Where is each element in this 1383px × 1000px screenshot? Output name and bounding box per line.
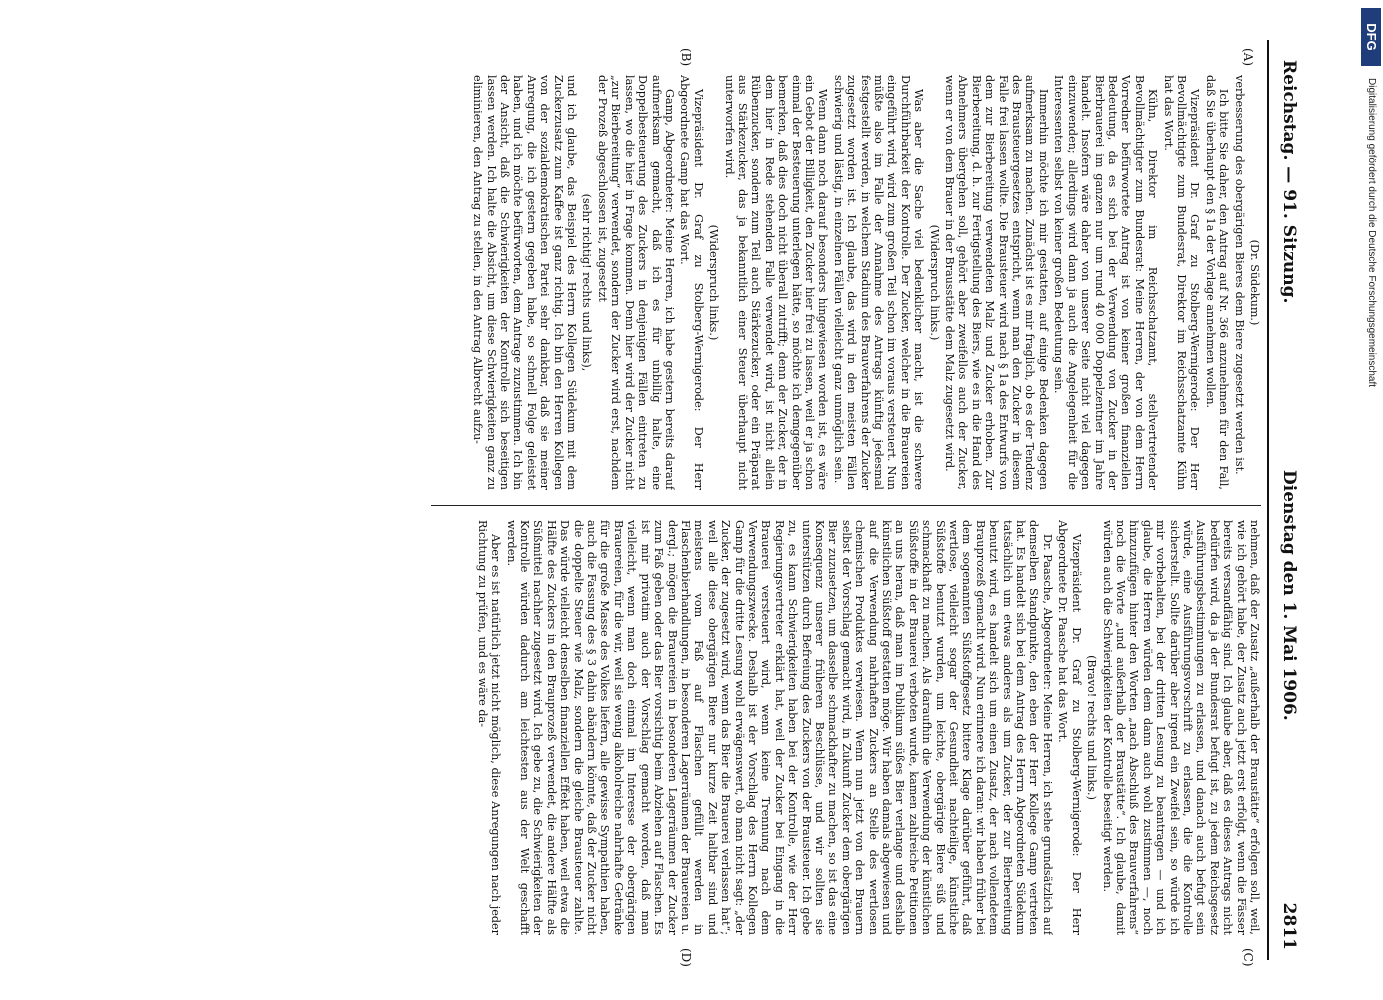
dfg-credit: Digitalisierung gefördert durch die Deutsche Forschungsgemeinschaft bbox=[1366, 78, 1377, 388]
paragraph: verbesserung des obergärigen Bieres dem Biere zugesetzt werden ist. bbox=[1232, 75, 1246, 475]
speech-paragraph: Kühn, Direktor im Reichsschatzamt, stellvertretender Bevollmächtigter zum Bundesrat: Meine Herren, der von dem Herrn Vorredner befürwortete Antrag ist von keiner großen finanziellen Bedeutung, da es sich bei der Verwendung von Zucker in der Bierbrauerei im ganzen nur um rund 40 000 Doppelzentner im Jahre handelt. Insofern wäre daher von unserer Seite nicht viel dagegen einzuwenden; allerdings wird dann ja auch die Angelegenheit für die Interessenten selbst von keiner großen Bedeutung sein. bbox=[1052, 75, 1160, 490]
interjection: (Widerspruch links.) bbox=[927, 224, 941, 341]
chair-announcement: Vizepräsident Dr. Graf zu Stolberg-Wernigerode: Der Herr Bevollmächtigte zum Bundesrat, Direktor im Reichsschatzamte Kühn hat das Wort. bbox=[1161, 75, 1202, 490]
speech-paragraph: und ich glaube, das Beispiel des Herrn Kollegen Südekum mit dem Zuckerzusatz zum Kaffee ist ganz richtig. Ich bin den Herren Kollegen von der sozialdemokratischen Partei sehr dankbar, daß sie meiner Anregung, die ich gestern gegeben habe, so schnell Folge geleistet haben, und ich möchte befürworten, dem Antrage zuzustimmen. Ich bin der Ansicht, daß die Schwierigkeiten der Kontrolle sich beseitigen lassen werden. Ich halte die Absicht, um diese Schwierigkeiten ganz zu eliminieren, den Antrag zu stellen, in den Antrag Albrecht aufzu- bbox=[471, 75, 579, 490]
header-session: Reichstag. — 91. Sitzung. bbox=[1279, 60, 1299, 304]
speech-paragraph: Wenn dann noch darauf besonders hingewiesen worden ist, es wäre ein Gebot der Billigkeit, den Zucker hier frei zu lassen, weil er ja schon einmal der Besteuerung unterlegen hätte, so möchte ich demgegenüber bemerken, daß dies doch nicht überall zutrifft; denn der Zucker, der in dem hier in Rede stehenden Falle verwendet wird, ist nicht allein Rübenzucker, sondern zum Teil auch Stärkezucker, oder ein Präparat aus Stärkezucker, das ja bekanntlich einer Steuer überhaupt nicht unterworfen wird. bbox=[722, 75, 830, 490]
page-header bbox=[1267, 40, 1305, 960]
margin-mark-b: (B) bbox=[679, 48, 693, 67]
page-number: 2811 bbox=[1279, 902, 1299, 950]
column-divider bbox=[431, 505, 1261, 506]
chair-announcement: Vizepräsident Dr. Graf zu Stolberg-Wernigerode: Der Herr Abgeordnete Dr. Paasche hat das Wort. bbox=[1056, 520, 1083, 935]
interjection: (sehr richtig! rechts und links), bbox=[580, 193, 594, 372]
margin-mark-a: (A) bbox=[1241, 48, 1255, 67]
margin-mark-d: (D) bbox=[679, 948, 693, 967]
speech-paragraph: Immerhin möchte ich mir gestatten, auf einige Bedenken dagegen aufmerksam zu machen. Zunächst ist es mir fraglich, ob es der Tendenz des Brausteuergesetzes entspricht, wenn man den Zucker in diesem Falle frei lassen wollte. Die Brausteuer wird nach § 1a des Entwurfs von dem zur Bierbereitung verwendeten Malz und Zucker erhoben. Zur Bierbereitung, d. h. zur Fertigstellung des Biers, wie es in die Hand des Abnehmers übergehen soll, gehört aber zweifellos auch der Zucker, wenn er von dem Brauer in der Brausstätte dem Malz zugesetzt wird. bbox=[943, 75, 1050, 490]
speech-paragraph: nehmen, daß der Zusatz „außerhalb der Braustätte“ erfolgen soll, weil, wie ich gehört habe, der Zusatz auch jetzt erst erfolgt, wenn die Fässer bereits versandfähig sind. Ich glaube aber, daß es dieses Antrags nicht bedürfen wird, da ja der Bundesrat befugt ist, zu jedem Reichsgesetz Ausführungsbestimmungen zu erlassen, und danach auch befugt sein würde, eine Ausführungsvorschrift zu erlassen, die die Kontrolle sicherstellt. Sollte darüber aber irgend ein Zweifel sein, so würde ich mir vorbehalten, bei der dritten Lesung zu beantragen — und ich glaube, die Herren würden dem dann auch wohl zustimmen —, noch hinzuzufügen hinter den Worten „nach Abschluß des Brauverfahrens“ noch die Worte „und außerhalb der Braustätte“. Ich glaube, damit würden auch die Schwierigkeiten der Kontrolle beseitigt werden. bbox=[1100, 520, 1261, 935]
credit-strip bbox=[1353, 0, 1383, 1000]
chair-announcement: Vizepräsident Dr. Graf zu Stolberg-Wernigerode: Der Herr Abgeordnete Gamp hat das Wort. bbox=[678, 75, 705, 490]
dfg-logo: DFG bbox=[1361, 8, 1381, 66]
paragraph: Ich bitte Sie daher, den Antrag auf Nr. 366 anzunehmen für den Fall, daß Sie überhaupt den § 1a der Vorlage annehmen wollen. bbox=[1203, 75, 1231, 490]
left-column bbox=[431, 75, 1261, 490]
speaker-note: (Dr. Südekum.) bbox=[1248, 239, 1261, 326]
speech-paragraph: Gamp, Abgeordneter: Meine Herren, ich habe gestern bereits darauf aufmerksam gemacht, daß ich es für unbillig halte, eine Doppelbesteuerung des Zuckers in denjenigen Fällen eintreten zu lassen, wo die hier in Frage kommen. Denn hier wird der Zucker nicht „zur Bierbereitung“ verwendet, sondern der Zucker wird erst, nachdem der Prozeß abgeschlossen ist, zugesetzt bbox=[595, 75, 676, 490]
speech-paragraph: Aber es ist natürlich jetzt nicht möglich, diese Anregungen nach jeder Richtung zu prüfen, und es wäre da- bbox=[475, 520, 503, 935]
margin-mark-c: (C) bbox=[1241, 948, 1255, 967]
interjection: (Widerspruch links.) bbox=[707, 224, 721, 341]
speech-paragraph: Was aber die Sache viel bedenklicher macht, ist die schwere Durchführbarkeit der Kontrolle. Der Zucker, welcher in die Brauereien eingeführt wird, wird zum großen Teil schon im voraus versteuert. Nun müßte also im Falle der Annahme des Antrags künftig jedesmal festgestellt werden, in welchem Stadium des Brauverfahrens der Zucker zugesetzt worden ist. Ich glaube, das wird in den meisten Fällen schwierig und lästig, in einzelnen Fällen vielleicht ganz unmöglich sein. bbox=[831, 75, 926, 490]
right-column bbox=[431, 520, 1261, 935]
speech-paragraph: Dr. Paasche, Abgeordneter: Meine Herren, ich stehe grundsätzlich auf demselben Standpunkte, den eben der Herr Kollege Gamp vertreten hat. Es handelt sich bei dem Antrag des Herrn Abgeordneten Südekum tatsächlich um etwas anderes als um Zucker, der zur Bierbereitung benutzt wird, es handelt sich um einen Zusatz, der nach vollendetem Brauprozeß gemacht wird. Nun erinnere ich daran: wir haben früher bei dem sogenannten Süßstoffgesetz bittere Klage darüber geführt, daß wertlose, vielleicht sogar der Gesundheit nachteilige, künstliche Süßstoffe benutzt wurden, um leichte, obergärige Biere süß und schmackhaft zu machen. Als daraufhin die Verwendung der künstlichen Süßstoffe in der Brauerei verboten wurde, kamen zahlreiche Petitionen an uns heran, daß man im Publikum süßes Bier verlange und deshalb künstlichen Süßstoff gestatten möge. Wir haben damals abgewiesen und auf die Verwendung nahrhaften Zuckers an Stelle des wertlosen chemischen Produktes verwiesen. Wenn nun jetzt von den Brauern selbst der Vorschlag gemacht wird, in Zukunft Zucker dem obergärigen Bier zuzusetzen, um dasselbe schmackhafter zu machen, so ist das eine Konsequenz unserer früheren Beschlüsse, und wir sollten sie unterstützen durch Befreiung des Zuckers von der Brausteuer. Ich gebe zu, es kann Schwierigkeiten haben bei der Kontrolle, wie der Herr Regierungsvertreter erklärt hat, weil der Zucker bei Eingang in die Brauerei versteuert wird, wenn keine Trennung nach dem Verwendungszwecke. Deshalb ist der Vorschlag des Herrn Kollegen Gamp für die dritte Lesung wohl erwägenswert, ob man nicht sagt: „der Zucker, der zugesetzt wird, wenn das Bier die Brauerei verlassen hat“; weil alle diese obergärigen Biere nur kurze Zeit haltbar sind und meistens vom Faß auf Flaschen gefüllt werden in Flaschenbierhandlungen, in besonderen Lagerräumen der Brauereien u. dergl.; mögen die Brauereien in besonderen Lagerräumen der Zucker zum Faß geben oder das Bier vorsichtig beim Abziehen auf Flaschen. Es ist mir privatim auch der Vorschlag gemacht worden, daß man vielleicht, wenn man doch einmal im Interesse der obergärigen Brauereien, für die wir, weil sie wenig alkoholreiche nahrhafte Getränke für die große Masse des Volkes liefern, alle gewisse Sympathien haben, auch die Fassung des § 3 dahin abändern könnte, daß der Zucker nicht die doppelte Steuer wie Malz, sondern die gleiche Brausteuer zahlte. Das würde vielleicht denselben finanziellen Effekt haben, weil etwa die Hälfte des Zuckers in den Brauprozeß verwendet, die andere Hälfte als Süßmittel nachher zugesetzt wird. Ich gebe zu, die Schwierigkeiten der Kontrolle würden dadurch am leichtesten aus der Welt geschafft werden. bbox=[504, 520, 1054, 935]
interjection: (Bravo! rechts und links.) bbox=[1085, 655, 1099, 800]
header-date: Dienstag den 1. Mai 1906. bbox=[1279, 470, 1299, 721]
